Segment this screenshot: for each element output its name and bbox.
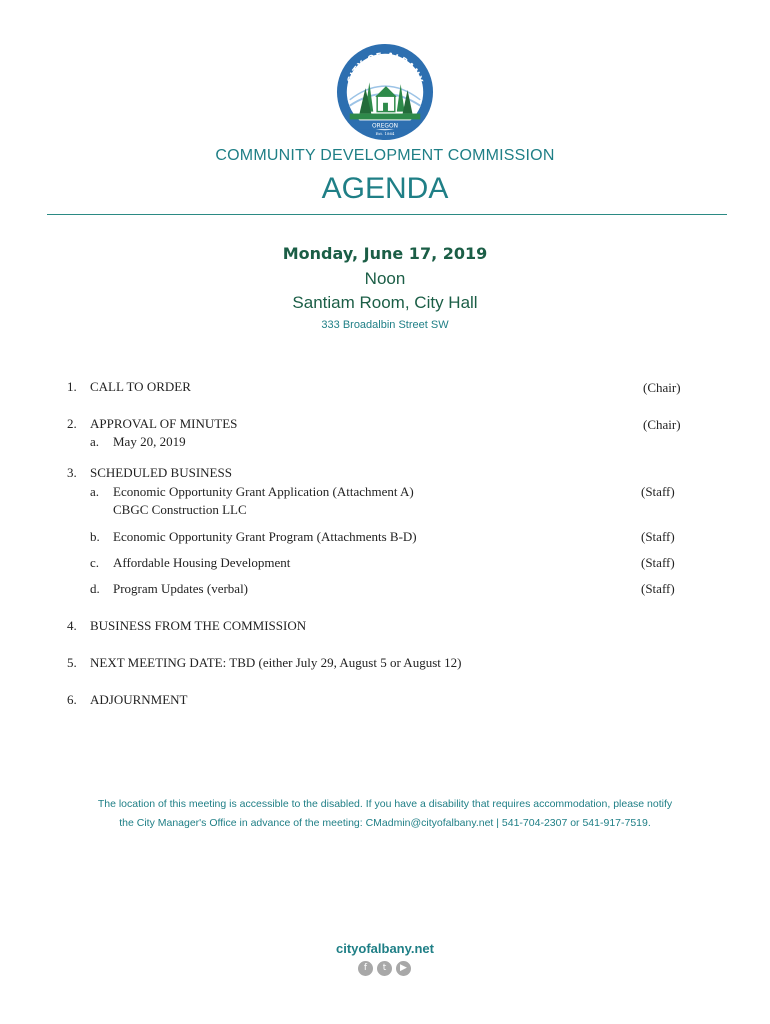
- subitem-role: (Staff): [641, 581, 675, 596]
- facebook-icon[interactable]: f: [358, 961, 373, 976]
- website-link[interactable]: cityofalbany.net: [335, 941, 434, 956]
- logo-est-text: Est. 1864: [375, 131, 395, 137]
- subitem-role: (Staff): [641, 484, 675, 499]
- item-role: (Chair): [643, 380, 681, 395]
- subitem-letter: a.: [90, 484, 100, 499]
- meeting-date: Monday, June 17, 2019: [282, 244, 488, 263]
- item-role: (Chair): [643, 417, 681, 432]
- organization-name: COMMUNITY DEVELOPMENT COMMISSION: [215, 147, 555, 164]
- subitem-role: (Staff): [641, 555, 675, 570]
- meeting-time: Noon: [364, 269, 406, 288]
- item-number: 4.: [67, 618, 77, 633]
- youtube-icon[interactable]: ▶: [396, 961, 411, 976]
- meeting-location: Santiam Room, City Hall: [292, 293, 478, 312]
- header-divider: [47, 214, 727, 215]
- subitem-letter: b.: [90, 529, 100, 544]
- twitter-icon[interactable]: t: [377, 961, 392, 976]
- logo-bottom-text: OREGON: [372, 123, 398, 130]
- item-number: 1.: [67, 379, 77, 394]
- city-of-albany-logo: [336, 43, 434, 141]
- subitem-letter: d.: [90, 581, 100, 596]
- accessibility-notice-line1: The location of this meeting is accessible to the disabled. If you have a disability that requires accommodation, please notify: [97, 798, 673, 810]
- item-label-business-from-commission: BUSINESS FROM THE COMMISSION: [90, 618, 307, 633]
- agenda-title: AGENDA: [321, 172, 449, 205]
- item-number: 3.: [67, 465, 77, 480]
- subitem-label-applicant: CBGC Construction LLC: [113, 502, 247, 517]
- accessibility-notice-line2: the City Manager's Office in advance of the meeting: CMadmin@cityofalbany.net | 541-704-2307 or 541-917-7519.: [119, 817, 651, 829]
- item-label-approval-of-minutes: APPROVAL OF MINUTES: [90, 416, 238, 431]
- subitem-label-grant-program: Economic Opportunity Grant Program (Attachments B-D): [113, 529, 417, 544]
- logo-top-text: CITY OF ALBANY: [345, 51, 425, 86]
- item-number: 6.: [67, 692, 77, 707]
- item-number: 5.: [67, 655, 77, 670]
- item-number: 2.: [67, 416, 77, 431]
- subitem-letter: a.: [90, 434, 100, 449]
- subitem-label-affordable-housing: Affordable Housing Development: [113, 555, 291, 570]
- subitem-label-program-updates: Program Updates (verbal): [113, 581, 249, 596]
- subitem-label-grant-application: Economic Opportunity Grant Application (Attachment A): [113, 484, 414, 499]
- subitem-letter: c.: [90, 555, 100, 570]
- subitem-label-minutes-date: May 20, 2019: [113, 434, 186, 449]
- item-label-call-to-order: CALL TO ORDER: [90, 379, 191, 394]
- item-label-scheduled-business: SCHEDULED BUSINESS: [90, 465, 232, 480]
- subitem-role: (Staff): [641, 529, 675, 544]
- meeting-address: 333 Broadalbin Street SW: [321, 319, 449, 331]
- item-label-adjournment: ADJOURNMENT: [90, 692, 188, 707]
- item-label-next-meeting-date: NEXT MEETING DATE: TBD (either July 29, August 5 or August 12): [90, 655, 462, 670]
